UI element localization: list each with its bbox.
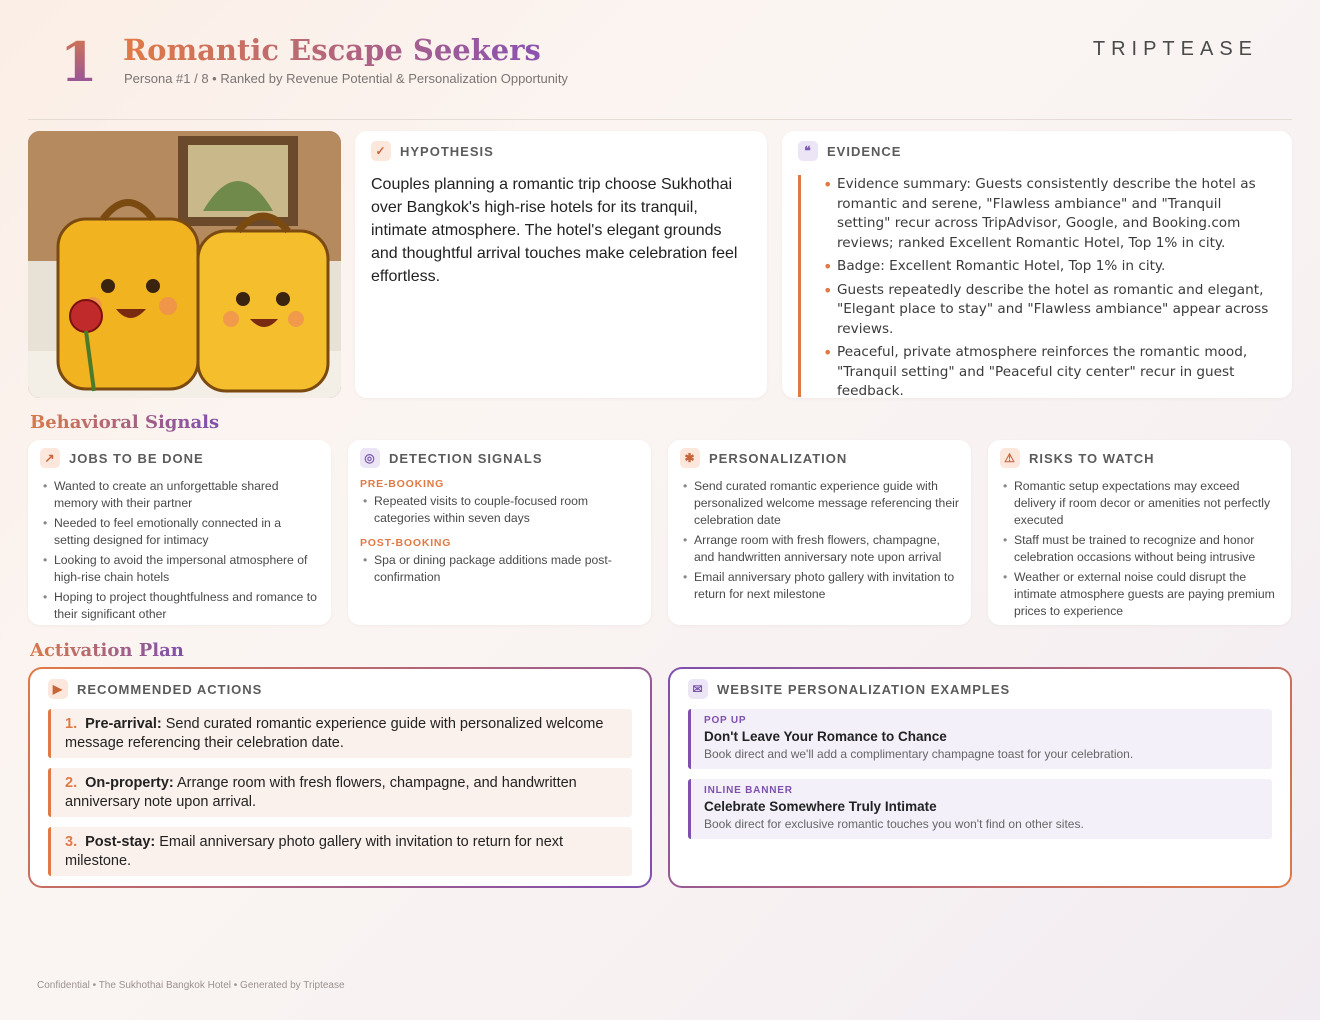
evidence-item: • Evidence summary: Guests consistently describe the hotel as romantic and serene, "Flawless ambiance" and "Tranquil setting" recur across TripAdvisor, Google, and Booking.com reviews; ranked Excellent Romantic Hotel, Top 1% in city. <box>815 175 1276 253</box>
list-item: • Wanted to create an unforgettable shared memory with their partner <box>40 478 319 512</box>
jobs-card <box>28 440 331 625</box>
list-item: • Email anniversary photo gallery with invitation to return for next milestone <box>680 569 959 603</box>
list-item: • Spa or dining package additions made post-confirmation <box>360 552 639 586</box>
actions-heading: RECOMMENDED ACTIONS <box>77 681 263 697</box>
list-item: • Staff must be trained to recognize and honor celebration occasions without being intrusive <box>1000 532 1279 566</box>
example-inline-banner <box>688 779 1272 839</box>
suitcases-illustration <box>28 131 341 398</box>
list-item: • Send curated romantic experience guide with personalized welcome message referencing their celebration date <box>680 478 959 529</box>
step-text: Email anniversary photo gallery with invitation to return for next milestone. <box>65 834 564 869</box>
evidence-body <box>798 175 1276 397</box>
example-title: Celebrate Somewhere Truly Intimate <box>704 799 937 814</box>
example-title: Don't Leave Your Romance to Chance <box>704 729 947 744</box>
list-item: • Needed to feel emotionally connected in a setting designed for intimacy <box>40 515 319 549</box>
example-type: POP UP <box>704 715 747 726</box>
target-icon: ◎ <box>360 448 380 468</box>
hypothesis-card <box>355 131 767 398</box>
list-item: • Looking to avoid the impersonal atmosphere of high-rise chain hotels <box>40 552 319 586</box>
personalization-heading: PERSONALIZATION <box>709 450 848 466</box>
detection-heading: DETECTION SIGNALS <box>389 450 543 466</box>
brand-logo: TRIPTEASE <box>1092 38 1258 60</box>
risks-heading: RISKS TO WATCH <box>1029 450 1155 466</box>
examples-heading: WEBSITE PERSONALIZATION EXAMPLES <box>717 681 1011 697</box>
step-label: On-property: <box>85 775 174 791</box>
hypothesis-text: Couples planning a romantic trip choose Sukhothai over Bangkok's high-rise hotels for its tranquil, intimate atmosphere. The hotel's elegant grounds and thoughtful arrival touches make celebration feel effortless. <box>371 176 738 285</box>
step-number: 3. <box>65 834 78 850</box>
page-header <box>28 30 1292 120</box>
behavioral-signals-title: Behavioral Signals <box>30 412 220 433</box>
action-step <box>48 709 632 758</box>
hypothesis-heading: HYPOTHESIS <box>400 143 494 159</box>
evidence-card <box>782 131 1292 398</box>
activation-plan-title: Activation Plan <box>30 640 184 661</box>
example-type: INLINE BANNER <box>704 785 793 796</box>
quote-icon: ❝ <box>798 141 818 161</box>
evidence-heading: EVIDENCE <box>827 143 902 159</box>
jobs-heading: JOBS TO BE DONE <box>69 450 204 466</box>
page-subtitle: Persona #1 / 8 • Ranked by Revenue Potential & Personalization Opportunity <box>124 71 568 86</box>
example-body: Book direct and we'll add a complimentary champagne toast for your celebration. <box>704 747 1134 761</box>
action-step <box>48 827 632 876</box>
step-label: Post-stay: <box>85 834 156 850</box>
step-number: 1. <box>65 716 78 732</box>
list-item: • Hoping to project thoughtfulness and romance to their significant other <box>40 589 319 623</box>
envelope-icon: ✉ <box>688 679 708 699</box>
sparkle-icon: ✱ <box>680 448 700 468</box>
example-popup <box>688 709 1272 769</box>
page-footer: Confidential • The Sukhothai Bangkok Hotel • Generated by Triptease <box>37 980 345 991</box>
step-text: Arrange room with fresh flowers, champagne, and handwritten anniversary note upon arrival. <box>65 775 577 810</box>
list-item: • Arrange room with fresh flowers, champagne, and handwritten anniversary note upon arrival <box>680 532 959 566</box>
evidence-item: • Badge: Excellent Romantic Hotel, Top 1% in city. <box>815 257 1276 277</box>
warning-icon: ⚠ <box>1000 448 1020 468</box>
check-icon: ✓ <box>371 141 391 161</box>
website-examples-card <box>668 667 1292 888</box>
evidence-item: • Guests repeatedly describe the hotel as romantic and elegant, "Elegant place to stay" and "Flawless ambiance" appear across reviews. <box>815 281 1276 340</box>
list-item: • Weather or external noise could disrupt the intimate atmosphere guests are paying premium prices to experience <box>1000 569 1279 620</box>
post-booking-label: POST-BOOKING <box>360 537 452 549</box>
detection-card <box>348 440 651 625</box>
trend-arrow-icon: ↗ <box>40 448 60 468</box>
persona-number: 1 <box>60 30 98 94</box>
persona-illustration <box>28 131 341 398</box>
step-text: Send curated romantic experience guide with personalized welcome message referencing their celebration date. <box>65 716 604 751</box>
risks-card <box>988 440 1291 625</box>
evidence-item: • Peaceful, private atmosphere reinforces the romantic mood, "Tranquil setting" and "Peaceful city center" recur in guest feedback. <box>815 343 1276 402</box>
step-number: 2. <box>65 775 78 791</box>
step-label: Pre-arrival: <box>85 716 162 732</box>
personalization-card <box>668 440 971 625</box>
play-icon: ▶ <box>48 679 68 699</box>
pre-booking-label: PRE-BOOKING <box>360 478 445 490</box>
example-body: Book direct for exclusive romantic touches you won't find on other sites. <box>704 817 1084 831</box>
page-title: Romantic Escape Seekers <box>123 33 541 67</box>
recommended-actions-card <box>28 667 652 888</box>
action-step <box>48 768 632 817</box>
list-item: • Repeated visits to couple-focused room categories within seven days <box>360 493 639 527</box>
list-item: • Romantic setup expectations may exceed delivery if room decor or amenities not perfectly executed <box>1000 478 1279 529</box>
